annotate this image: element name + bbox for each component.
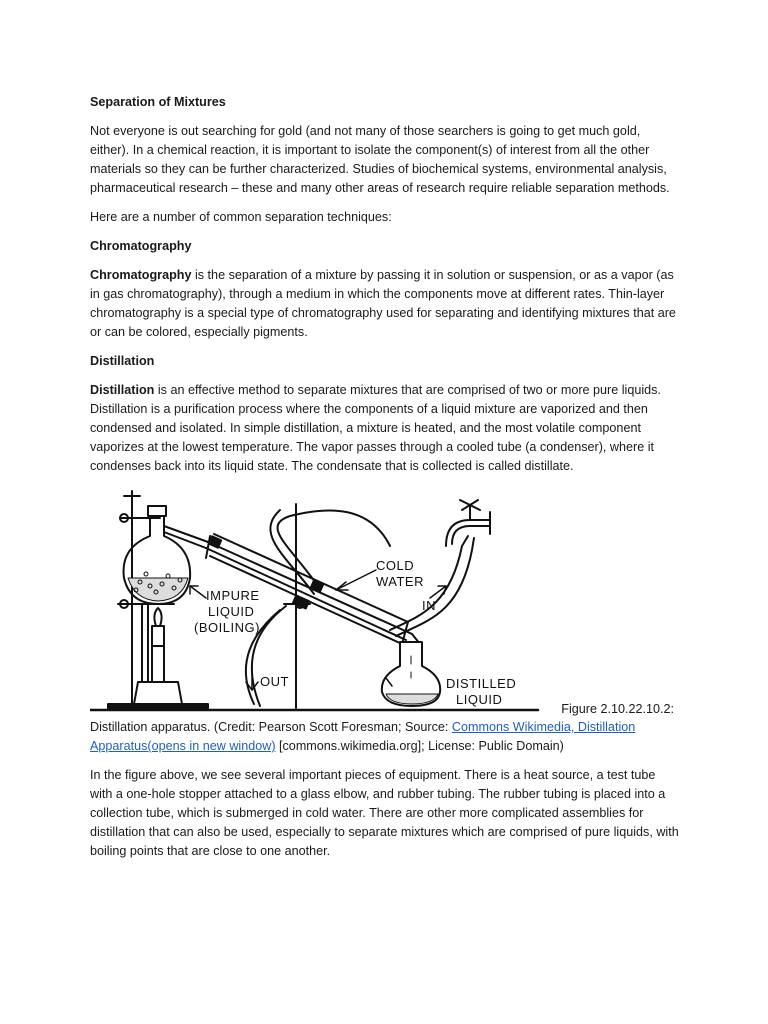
caption-suffix: [commons.wikimedia.org]; License: Public Domain) (275, 739, 564, 753)
distillation-paragraph (90, 381, 680, 476)
label-distilled-liquid: LIQUID (456, 692, 503, 707)
chromatography-term: Chromatography (90, 268, 192, 282)
caption-prefix: Distillation apparatus. (Credit: Pearson Scott Foresman; Source: (90, 720, 452, 734)
closing-paragraph: In the figure above, we see several important pieces of equipment. There is a heat source, a test tube with a one-hole stopper attached to a glass elbow, and rubber tubing. The rubber tubing is placed into a collection tube, which is submerged in cold water. There are other more complicated assemblies for distillation that can also be used, especially to separate mixtures which are comprised of pure liquids, with boiling points that are close to one another. (90, 768, 679, 858)
label-distilled: DISTILLED (446, 676, 517, 691)
label-water: WATER (376, 574, 424, 589)
figure-number: Figure 2.10.22.10.2: (561, 702, 674, 716)
receiving-flask (382, 642, 440, 706)
distillation-apparatus-illustration (90, 486, 680, 716)
chromatography-text: is the separation of a mixture by passing it in solution or suspension, or as a vapor (as in gas chromatography), through a medium in which the components move at different rates. Thin-layer chromatography is a special type of chromatography used for separating and identifying mixtures that are or can be colored, especially pigments. (90, 268, 676, 339)
distillation-term: Distillation (90, 383, 155, 397)
water-faucet (446, 500, 490, 546)
techniques-intro: Here are a number of common separation techniques: (90, 210, 392, 224)
label-cold: COLD (376, 558, 415, 573)
distillation-heading: Distillation (90, 354, 155, 368)
commons-wikimedia-link[interactable]: Commons Wikimedia, Distillation Apparatus(opens in new window) (90, 720, 636, 753)
figure-caption (90, 718, 680, 756)
distillation-figure (90, 486, 680, 716)
chromatography-heading: Chromatography (90, 239, 192, 253)
document-body (90, 93, 680, 871)
chromatography-paragraph (90, 266, 680, 342)
label-in: IN (422, 598, 436, 613)
label-liquid: LIQUID (208, 604, 255, 619)
intro-paragraph: Not everyone is out searching for gold (and not many of those searchers is going to get much gold, either). In a chemical reaction, it is important to isolate the component(s) of interest from all the other materials so they can be further characterized. Studies of biochemical systems, environmental analysis, pharmaceutical research – these and many other areas of research require reliable separation methods. (90, 124, 670, 195)
label-boiling: (BOILING) (194, 620, 260, 635)
label-impure: IMPURE (206, 588, 260, 603)
page-title: Separation of Mixtures (90, 95, 226, 109)
distillation-text: is an effective method to separate mixtures that are comprised of two or more pure liquids. Distillation is a purification process where the components of a liquid mixture are vaporized and then condensed and isolated. In simple distillation, a mixture is heated, and the most volatile component vaporizes at the lowest temperature. The vapor passes through a cooled tube (a condenser), where it condenses back into its liquid state. The condensate that is collected is called distillate. (90, 383, 661, 473)
label-out: OUT (260, 674, 289, 689)
